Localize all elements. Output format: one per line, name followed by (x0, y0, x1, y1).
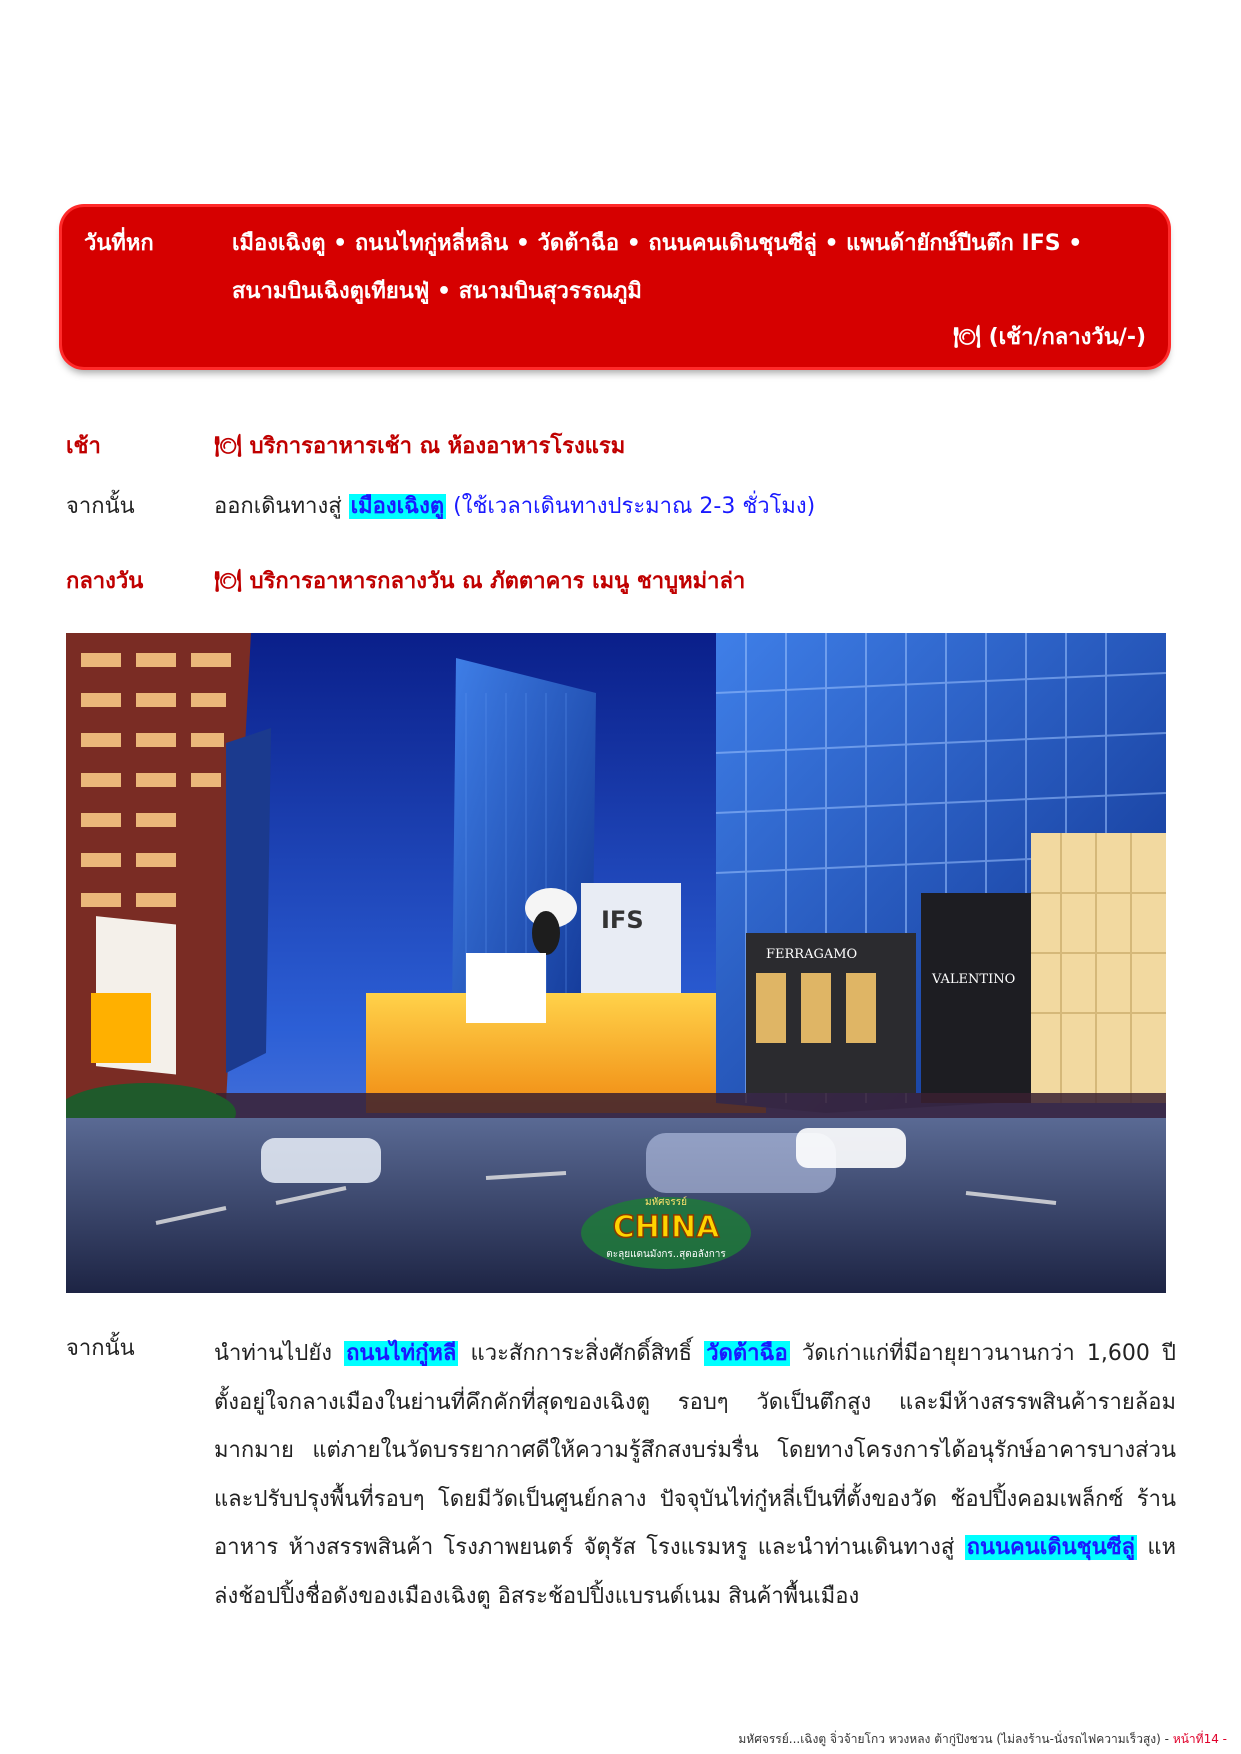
schedule-row-lunch (66, 563, 1176, 603)
schedule-row-morning (66, 428, 1176, 468)
logo-top-text: มหัศจรรย์ (645, 1197, 687, 1208)
day-label: วันที่หก (84, 231, 154, 256)
paragraph-text (214, 1330, 1176, 1621)
lunch-meal-text: บริการอาหารกลางวัน ณ ภัตตาคาร เมนู ชาบูหม่าล่า (249, 569, 746, 594)
para-segment-4: แหล่งช้อปปิ้งชื่อดังของเมืองเฉิงตู อิสระช้อปปิ้งแบรนด์เนม สินค้าพื้นเมือง (214, 1535, 1176, 1609)
time-label-then: จากนั้น (66, 494, 135, 519)
morning-meal (214, 428, 625, 463)
lunch-meal (214, 563, 745, 598)
para-segment-2: แวะสักการะสิ่งศักดิ์สิทธิ์ (470, 1341, 693, 1366)
para-segment-3: วัดเก่าแก่ที่มีอายุยาวนานกว่า 1,600 ปี ตั้งอยู่ใจกลางเมืองในย่านที่คึกคักที่สุดของเฉิงตู รอบๆ วัดเป็นตึกสูง และมีห้างสรรพสินค้ารายล้อมมากมาย แต่ภายในวัดบรรยากาศดีให้ความรู้สึกสงบร่มรื่น โดยทางโครงการได้อนุรักษ์อาคารบางส่วน และปรับปรุงพื้นที่รอบๆ โดยมีวัดเป็นศูนย์กลาง ปัจจุบันไท่กู๋หลี่เป็นที่ตั้งของวัด ช้อปปิ้งคอมเพล็กซ์ ร้านอาหาร ห้างสรรพสินค้า โรงภาพยนตร์ จัตุรัส โรงแรมหรู และนำท่านเดินทางสู่ (214, 1341, 1176, 1560)
morning-meal-text: บริการอาหารเช้า ณ ห้องอาหารโรงแรม (249, 434, 626, 459)
day-route-line-1: เมืองเฉิงตู • ถนนไทกู่หลี่หลิน • วัดต้าฉือ • ถนนคนเดินชุนซีลู่ • แพนด้ายักษ์ปีนตึก IFS • (232, 231, 1083, 256)
logo-sub-text: ตะลุยแดนมังกร..สุดอลังการ (606, 1249, 726, 1260)
plate-icon: 🍽 (214, 434, 242, 459)
destination-highlight: เมืองเฉิงตู (350, 494, 445, 519)
highlight-taikoo-li: ถนนไท่กู๋หลี (346, 1341, 457, 1366)
logo-main-text: CHINA (612, 1210, 720, 1245)
para-segment-1: นำท่านไปยัง (214, 1341, 332, 1366)
highlight-daci-temple: วัดต้าฉือ (706, 1341, 788, 1366)
day-route-line-2: สนามบินเฉิงตูเทียนฟู่ • สนามบินสุวรรณภูมิ (232, 279, 642, 304)
schedule-row-then (66, 488, 1176, 528)
photo-ifs-chengdu (66, 633, 1166, 1293)
city-scene-illustration (66, 633, 1166, 1293)
time-label-morning: เช้า (66, 434, 101, 459)
travel-pre: ออกเดินทางสู่ (214, 494, 342, 519)
sign-valentino: VALENTINO (932, 972, 1016, 987)
travel-text (214, 488, 815, 523)
footer-text: มหัศจรรย์...เฉิงตู จิ่วจ้ายโกว หวงหลง ต้ากู่ปิงชวน (ไม่ลงร้าน-นั่งรถไฟความเร็วสูง) - (738, 1732, 1169, 1746)
time-label-then-2: จากนั้น (66, 1336, 135, 1361)
sign-ferragamo: FERRAGAMO (766, 947, 858, 962)
page-number: หน้าที่14 - (1172, 1732, 1227, 1746)
meals-text: (เช้า/กลางวัน/-) (988, 325, 1146, 350)
travel-duration: (ใช้เวลาเดินทางประมาณ 2-3 ชั่วโมง) (453, 494, 816, 519)
page-footer (738, 1730, 1227, 1749)
day-meals (953, 319, 1146, 354)
plate-icon: 🍽 (214, 569, 242, 594)
time-label-lunch: กลางวัน (66, 569, 144, 594)
day-banner (62, 207, 1168, 367)
plate-icon: 🍽 (952, 325, 981, 350)
highlight-chunxi-road: ถนนคนเดินชุนซีลู่ (966, 1535, 1136, 1560)
sign-ifs: IFS (601, 906, 644, 934)
